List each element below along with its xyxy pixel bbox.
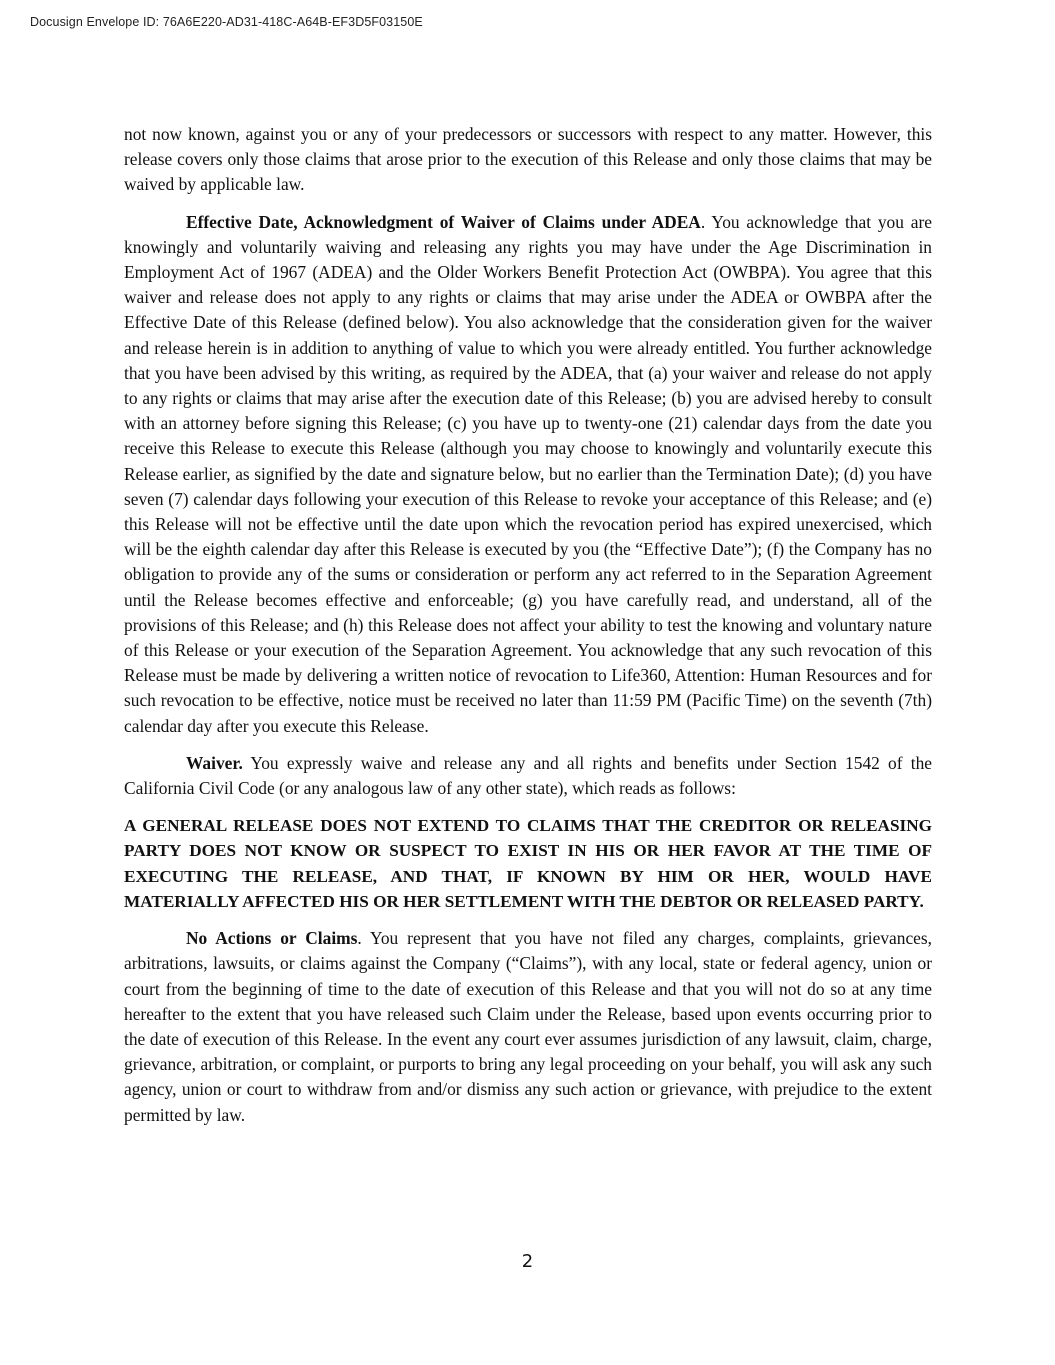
section-heading-no-actions: No Actions or Claims (186, 928, 358, 949)
paragraph-text: . You acknowledge that you are knowingly and voluntarily waiving and releasing any rights you may have under the Age Discrimination in Employment Act of 1967 (ADEA) and the Older Workers Benefit Protection Act (OWBPA). You agree that this waiver and release does not apply to any rights or claims that may arise under the ADEA or OWBPA after the Effective Date of this Release (defined below). You also acknowledge that the consideration given for the waiver and release herein is in addition to anything of value to which you were already entitled. You further acknowledge that you have been advised by this writing, as required by the ADEA, that (a) your waiver and release do not apply to any rights or claims that may arise after the execution date of this Release; (b) you are advised hereby to consult with an attorney before signing this Release; (c) you have up to twenty-one (21) calendar days from the date you receive this Release to execute this Release (although you may choose to knowingly and voluntarily execute this Release earlier, as signified by the date and signature below, but no earlier than the Termination Date); (d) you have seven (7) calendar days following your execution of this Release to revoke your acceptance of this Release; and (e) this Release will not be effective until the date upon which the revocation period has expired unexercised, which will be the eighth calendar day after this Release is executed by you (the “Effective Date”); (f) the Company has no obligation to provide any of the sums or consideration or perform any act referred to in the Separation Agreement until the Release becomes effective and enforceable; (g) you have carefully read, and understand, all of the provisions of this Release; and (h) this Release does not affect your ability to test the knowing and voluntary nature of this Release or your execution of the Separation Agreement. You acknowledge that any such revocation of this Release must be made by delivering a written notice of revocation to Life360, Attention: Human Resources and for such revocation to be effective, notice must be received no later than 11:59 PM (Pacific Time) on the seventh (7th) calendar day after you execute this Release. (124, 211, 932, 736)
paragraph-adea-waiver (124, 210, 932, 739)
civil-code-1542-quote (124, 813, 932, 914)
paragraph-text: You expressly waive and release any and all rights and benefits under Section 1542 of the California Civil Code (or any analogous law of any other state), which reads as follows: (124, 752, 932, 799)
envelope-id: Docusign Envelope ID: 76A6E220-AD31-418C-A64B-EF3D5F03150E (30, 15, 423, 29)
paragraph-text: not now known, against you or any of your predecessors or successors with respect to any matter. However, this release covers only those claims that arose prior to the execution of this Release and only those claims that may be waived by applicable law. (124, 124, 932, 195)
section-heading-waiver: Waiver. (186, 752, 243, 773)
paragraph-waiver (124, 751, 932, 801)
document-body (124, 122, 932, 1140)
paragraph-no-actions (124, 926, 932, 1128)
paragraph-text: . You represent that you have not filed any charges, complaints, grievances, arbitrations, lawsuits, or claims against the Company (“Claims”), with any local, state or federal agency, union or court from the beginning of time to the date of execution of this Release and that you will not do so at any time hereafter to the extent that you have released such Claim under the Release, based upon events occurring prior to the date of execution of this Release. In the event any court ever assumes jurisdiction of any lawsuit, claim, charge, grievance, arbitration, or complaint, or purports to bring any legal proceeding on your behalf, you will ask any such agency, union or court to withdraw from and/or dismiss any such action or grievance, with prejudice to the extent permitted by law. (124, 928, 932, 1125)
paragraph-claims-continued (124, 122, 932, 198)
page-number: 2 (521, 1251, 534, 1272)
quote-text: A GENERAL RELEASE DOES NOT EXTEND TO CLAIMS THAT THE CREDITOR OR RELEASING PARTY DOES NOT KNOW OR SUSPECT TO EXIST IN HIS OR HER FAVOR AT THE TIME OF EXECUTING THE RELEASE, AND THAT, IF KNOWN BY HIM OR HER, WOULD HAVE MATERIALLY AFFECTED HIS OR HER SETTLEMENT WITH THE DEBTOR OR RELEASED PARTY. (124, 816, 932, 911)
section-heading-adea: Effective Date, Acknowledgment of Waiver of Claims under ADEA (186, 211, 701, 232)
